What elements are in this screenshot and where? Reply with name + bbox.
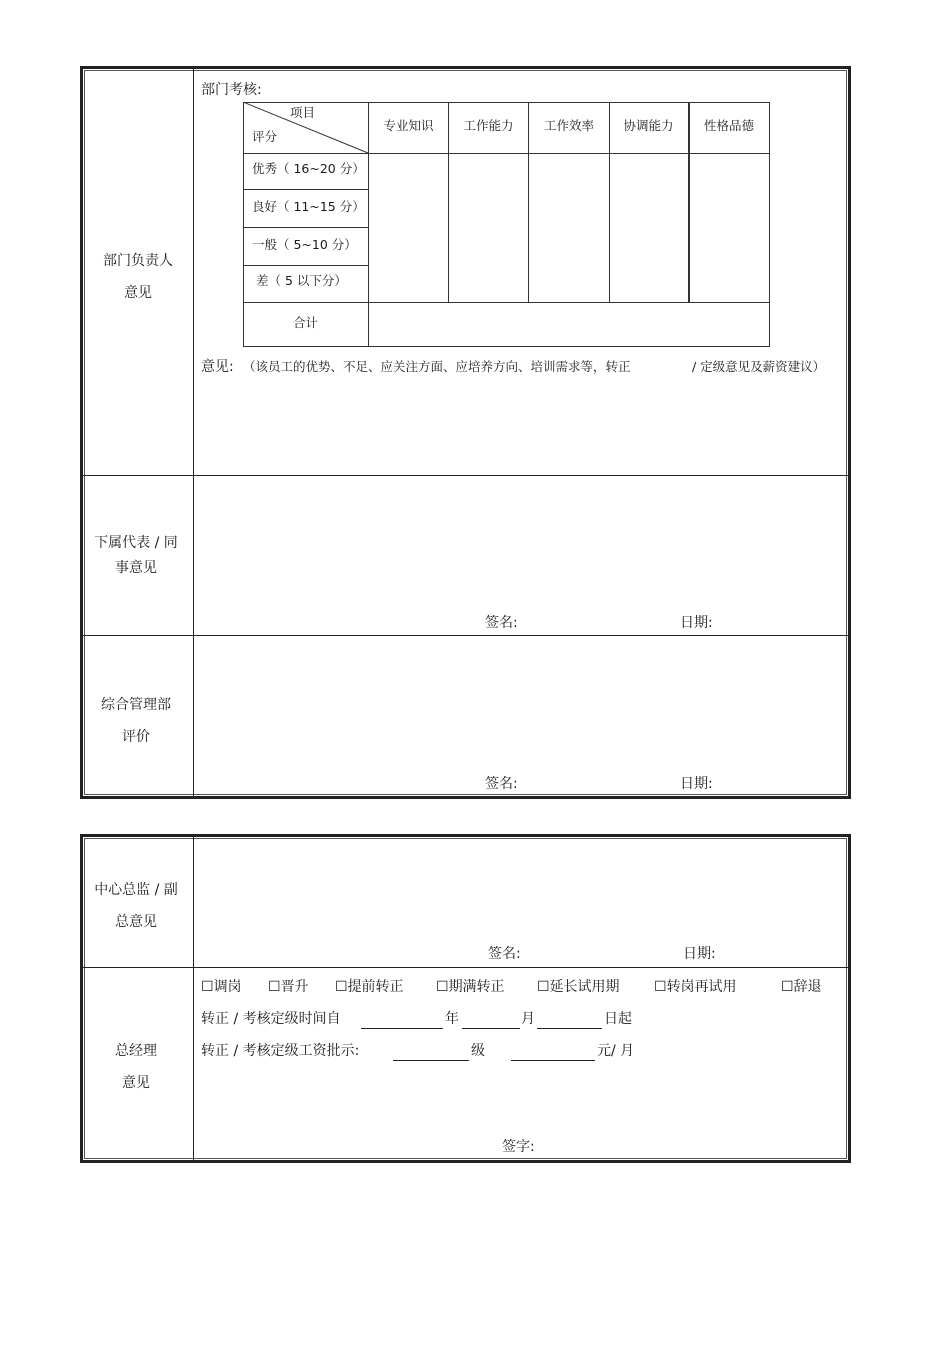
column-header: 协调能力 [623,118,674,133]
checkbox-extend-probation[interactable]: ☐延长试用期 [537,979,620,995]
subordinate-label-line1: 下属代表 / 同 [94,535,178,551]
director-date-label: 日期: [683,946,716,962]
checkbox-transfer[interactable]: ☐调岗 [201,979,242,995]
checkbox-icon[interactable]: ☐ [436,979,449,995]
gm-label-line1: 总经理 [115,1043,157,1059]
score-cell-work-ability[interactable] [449,154,528,302]
checkbox-early-confirmation[interactable]: ☐提前转正 [335,979,404,995]
day-input-underline[interactable] [537,1028,602,1029]
subordinate-sign-label: 签名: [485,615,518,631]
salary-unit-label: 元/ 月 [597,1043,635,1059]
row-divider [83,635,848,636]
director-label-line2: 总意见 [115,914,157,930]
month-input-underline[interactable] [462,1028,520,1029]
score-cell-professional-knowledge[interactable] [369,154,448,302]
row-divider [83,967,848,968]
score-row-label: 良好（ 11~15 分） [252,199,365,214]
year-label: 年 [445,1011,459,1027]
subordinate-label-line2: 事意见 [115,560,157,576]
score-cell-work-efficiency[interactable] [529,154,609,302]
grade-input-underline[interactable] [393,1060,469,1061]
score-cell-character[interactable] [690,154,769,302]
subordinate-date-label: 日期: [680,615,713,631]
salary-line-prefix: 转正 / 考核定级工资批示: [201,1043,360,1059]
opinion-hint: （该员工的优势、不足、应关注方面、应培养方向、培训需求等，转正 [243,359,631,374]
dept-review-title: 部门考核: [201,82,262,98]
director-opinion-area[interactable] [198,842,843,937]
time-line-prefix: 转正 / 考核定级时间自 [201,1011,341,1027]
month-label: 月 [521,1011,535,1027]
checkbox-icon[interactable]: ☐ [201,979,214,995]
day-label: 日起 [604,1011,632,1027]
checkbox-icon[interactable]: ☐ [781,979,794,995]
gm-label-line2: 意见 [122,1075,150,1091]
checkbox-dismissal[interactable]: ☐辞退 [781,979,822,995]
column-header: 工作能力 [463,118,514,133]
admin-evaluation-area[interactable] [198,640,843,770]
checkbox-promotion[interactable]: ☐晋升 [268,979,309,995]
admin-date-label: 日期: [680,776,713,792]
column-header: 性格品德 [703,118,754,133]
corner-label-score: 评分 [252,129,278,144]
opinion-hint-tail: / 定级意见及薪资建议） [692,359,826,374]
director-label-line1: 中心总监 / 副 [94,882,178,898]
label-column-divider [193,837,194,1160]
checkbox-icon[interactable]: ☐ [537,979,550,995]
column-header: 工作效率 [543,118,594,133]
score-cell-coordination[interactable] [610,154,688,302]
checkbox-icon[interactable]: ☐ [268,979,281,995]
score-row-label: 一般（ 5~10 分） [252,237,357,252]
admin-sign-label: 签名: [485,776,518,792]
subordinate-opinion-area[interactable] [198,480,843,610]
checkbox-on-schedule-confirmation[interactable]: ☐期满转正 [436,979,505,995]
admin-label-line1: 综合管理部 [101,697,171,713]
score-row-label: 优秀（ 16~20 分） [252,161,365,176]
checkbox-transfer-reprobation[interactable]: ☐转岗再试用 [654,979,737,995]
checkbox-icon[interactable]: ☐ [335,979,348,995]
year-input-underline[interactable] [361,1028,443,1029]
label-column-divider [193,69,194,796]
salary-input-underline[interactable] [511,1060,595,1061]
gm-signature-label: 签字: [502,1139,535,1155]
admin-label-line2: 评价 [122,729,150,745]
corner-label-item: 项目 [290,105,316,120]
column-header: 专业知识 [383,118,434,133]
director-sign-label: 签名: [488,946,521,962]
dept-head-label-line2: 意见 [124,285,152,301]
dept-head-label-line1: 部门负责人 [103,253,173,269]
total-label: 合计 [292,315,318,330]
opinion-prefix: 意见: [201,359,234,375]
grade-label: 级 [471,1043,485,1059]
row-divider [83,475,848,476]
score-row-label: 差（ 5 以下分） [256,273,347,288]
dept-head-opinion-area[interactable] [198,380,843,470]
checkbox-icon[interactable]: ☐ [654,979,667,995]
total-score-cell[interactable] [369,303,769,346]
